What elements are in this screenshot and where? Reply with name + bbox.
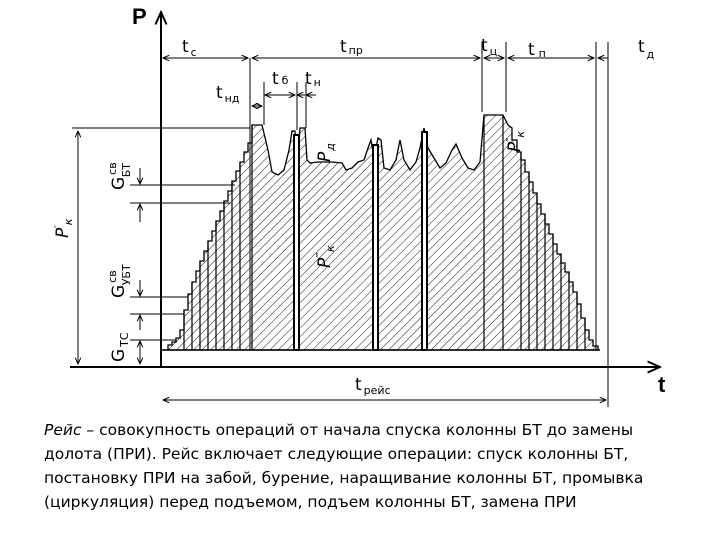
svg-text:tд: t $_д$ xyxy=(638,37,655,61)
caption-lead: Рейс xyxy=(44,421,82,439)
label-t-s xyxy=(182,37,197,59)
y-axis-label: P xyxy=(132,4,147,29)
svg-text:tб: tб xyxy=(272,69,289,89)
svg-text:tц: t $_ц$ xyxy=(481,36,498,58)
caption xyxy=(44,418,694,514)
label-t-reis xyxy=(355,375,391,397)
svg-text:Pд: $P_д$ xyxy=(315,143,337,162)
svg-text:tп: tп xyxy=(528,40,546,60)
svg-text:GсвБТ: $G^{св}БТ$ xyxy=(106,162,133,190)
label-t-nd xyxy=(216,83,240,105)
svg-text:P‴к: $P^‴_к$ xyxy=(314,245,337,268)
svg-text:tн: tн xyxy=(305,69,321,89)
label-t-n xyxy=(305,69,321,89)
x-axis-label: t xyxy=(658,372,666,397)
label-g-ubt xyxy=(106,264,133,298)
label-g-bt xyxy=(106,162,133,190)
svg-text:GсвУБТ: $G^{св}УБТ$ xyxy=(106,264,133,298)
label-t-pr xyxy=(340,37,363,57)
label-p-d xyxy=(315,143,337,162)
label-t-b xyxy=(272,69,289,89)
label-t-ts xyxy=(481,36,497,58)
caption-text: – совокупность операций от начала спуска колонны БТ до замены долота (ПРИ). Рейс включает следующие операции: спуск колонны БТ, постановку ПРИ на забой, бурение, наращивание колонны БТ, промывка (циркуляция) перед подъемом, подъем колонны БТ, замена ПРИ xyxy=(44,421,644,511)
svg-text:GТС: $G_{ТС}$ xyxy=(109,332,131,362)
svg-text:P″к: $P''_к$ xyxy=(504,130,527,152)
label-g-ts xyxy=(109,332,131,362)
svg-text:tс: t $_с$ xyxy=(182,37,197,59)
svg-text:tпр: tпр xyxy=(340,37,363,57)
svg-text:tнд: t $_{нд}$ xyxy=(216,83,240,105)
svg-text:P′к: $P'_к$ xyxy=(52,218,75,238)
load-profile xyxy=(163,115,598,350)
label-t-d xyxy=(638,37,655,61)
label-t-p xyxy=(528,40,546,60)
label-p-k1 xyxy=(52,218,75,238)
svg-text:tрейс: t $_{рейс}$ xyxy=(355,375,391,397)
